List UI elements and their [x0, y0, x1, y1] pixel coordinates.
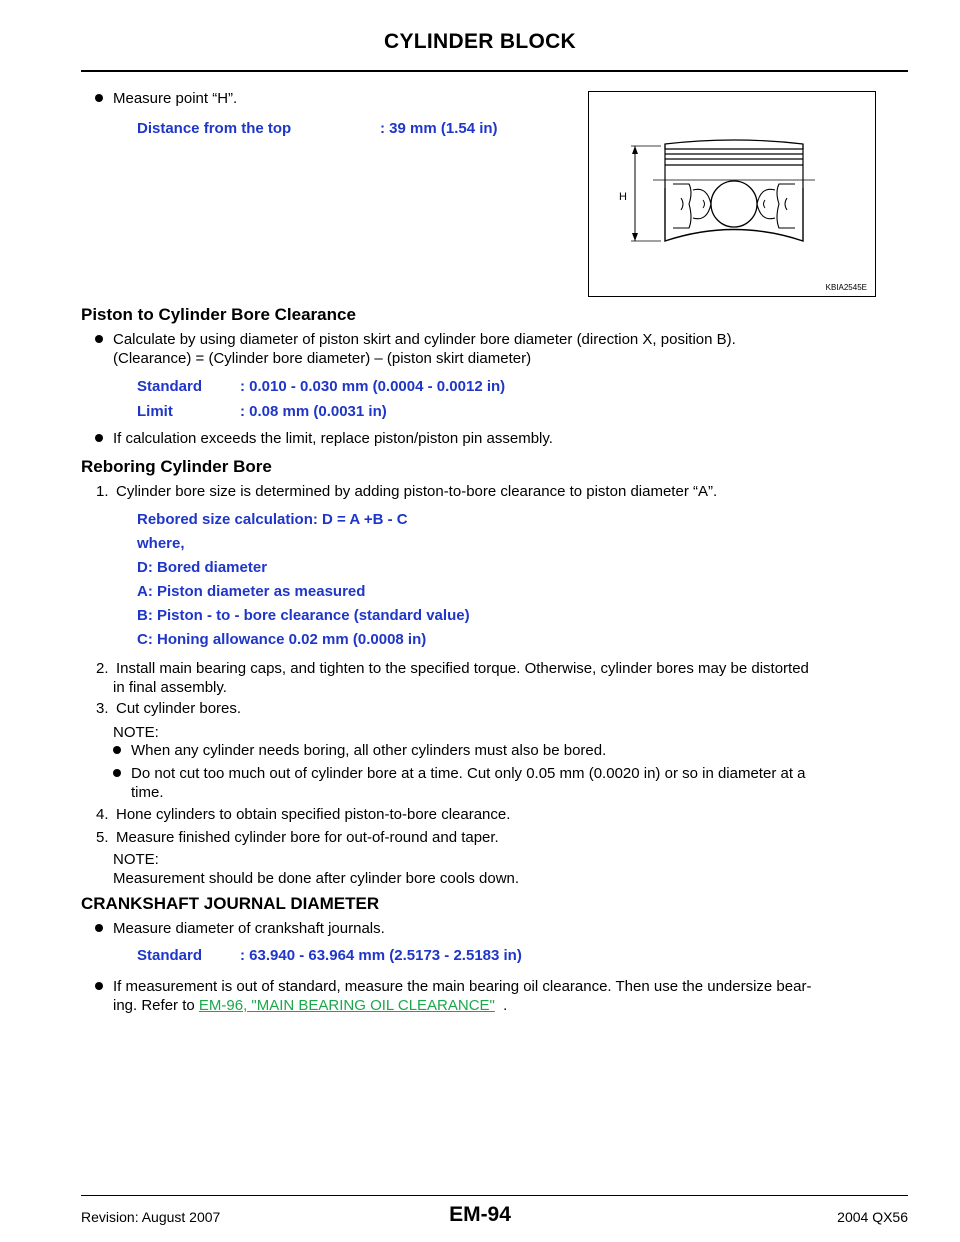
- calc-line-1: Rebored size calculation: D = A +B - C: [137, 511, 408, 528]
- clearance-heading: Piston to Cylinder Bore Clearance: [81, 305, 356, 324]
- reboring-step-3: 3. Cut cylinder bores.: [96, 700, 242, 717]
- crankshaft-bullet-1: Measure diameter of crankshaft journals.: [113, 920, 385, 937]
- refer-to-text: ing. Refer to: [113, 997, 195, 1014]
- revision-date: Revision: August 2007: [81, 1209, 221, 1225]
- calc-line-4: A: Piston diameter as measured: [137, 583, 366, 600]
- clearance-bullet-2: If calculation exceeds the limit, replace piston/piston pin assembly.: [113, 430, 553, 447]
- page-number: EM-94: [449, 1203, 511, 1226]
- clearance-limit-label: Limit: [137, 403, 173, 420]
- calc-line-3: D: Bored diameter: [137, 559, 268, 576]
- crankshaft-standard-label: Standard: [137, 947, 203, 964]
- clearance-standard-value: : 0.010 - 0.030 mm (0.0004 - 0.0012 in): [240, 378, 506, 395]
- note-bullet-2-line-1: Do not cut too much out of cylinder bore at a time. Cut only 0.05 mm (0.0020 in) or so in diameter at a: [131, 765, 806, 782]
- figure-id: KBIA2545E: [825, 283, 867, 292]
- link-trailing-period: .: [503, 997, 508, 1014]
- piston-diagram: [589, 92, 875, 296]
- reboring-step-5: 5. Measure finished cylinder bore for out-of-round and taper.: [96, 829, 499, 846]
- clearance-bullet-1-line-2: (Clearance) = (Cylinder bore diameter) – (piston skirt diameter): [113, 350, 532, 367]
- model-year: 2004 QX56: [837, 1209, 908, 1225]
- note-label-2: NOTE:: [113, 851, 159, 868]
- footer-rule: [81, 1195, 908, 1196]
- crankshaft-bullet-2-line-2: [113, 996, 507, 1015]
- reboring-step-2-line-2: in final assembly.: [113, 679, 227, 696]
- page-title: CYLINDER BLOCK: [383, 30, 577, 53]
- reboring-step-2-line-1: 2. Install main bearing caps, and tighten to the specified torque. Otherwise, cylinder bores may be distorted: [96, 660, 809, 677]
- piston-figure: [588, 91, 876, 297]
- measure-h-bullet: Measure point “H”.: [113, 90, 238, 107]
- calc-line-5: B: Piston - to - bore clearance (standard value): [137, 607, 470, 624]
- crankshaft-heading: CRANKSHAFT JOURNAL DIAMETER: [81, 894, 380, 913]
- calc-line-2: where,: [137, 535, 185, 552]
- clearance-bullet-1-line-1: Calculate by using diameter of piston skirt and cylinder bore diameter (direction X, position B).: [113, 331, 736, 348]
- distance-spec-value: : 39 mm (1.54 in): [380, 120, 498, 137]
- note-bullet-1: When any cylinder needs boring, all other cylinders must also be bored.: [131, 742, 607, 759]
- calc-line-6: C: Honing allowance 0.02 mm (0.0008 in): [137, 631, 427, 648]
- header-rule: [81, 70, 908, 72]
- clearance-limit-value: : 0.08 mm (0.0031 in): [240, 403, 387, 420]
- crankshaft-bullet-2-line-1: If measurement is out of standard, measure the main bearing oil clearance. Then use the undersize bear-: [113, 978, 812, 995]
- note-text-2: Measurement should be done after cylinder bore cools down.: [113, 870, 520, 887]
- clearance-standard-label: Standard: [137, 378, 203, 395]
- reboring-step-1: 1. Cylinder bore size is determined by adding piston-to-bore clearance to piston diameter “A”.: [96, 483, 718, 500]
- main-bearing-oil-clearance-link[interactable]: EM-96, "MAIN BEARING OIL CLEARANCE": [198, 997, 495, 1014]
- note-bullet-2-line-2: time.: [131, 784, 164, 801]
- reboring-heading: Reboring Cylinder Bore: [81, 457, 272, 476]
- crankshaft-standard-value: : 63.940 - 63.964 mm (2.5173 - 2.5183 in): [240, 947, 522, 964]
- distance-spec-label: Distance from the top: [137, 120, 292, 137]
- h-label: H: [619, 191, 627, 203]
- reboring-step-4: 4. Hone cylinders to obtain specified piston-to-bore clearance.: [96, 806, 511, 823]
- note-label-1: NOTE:: [113, 724, 159, 741]
